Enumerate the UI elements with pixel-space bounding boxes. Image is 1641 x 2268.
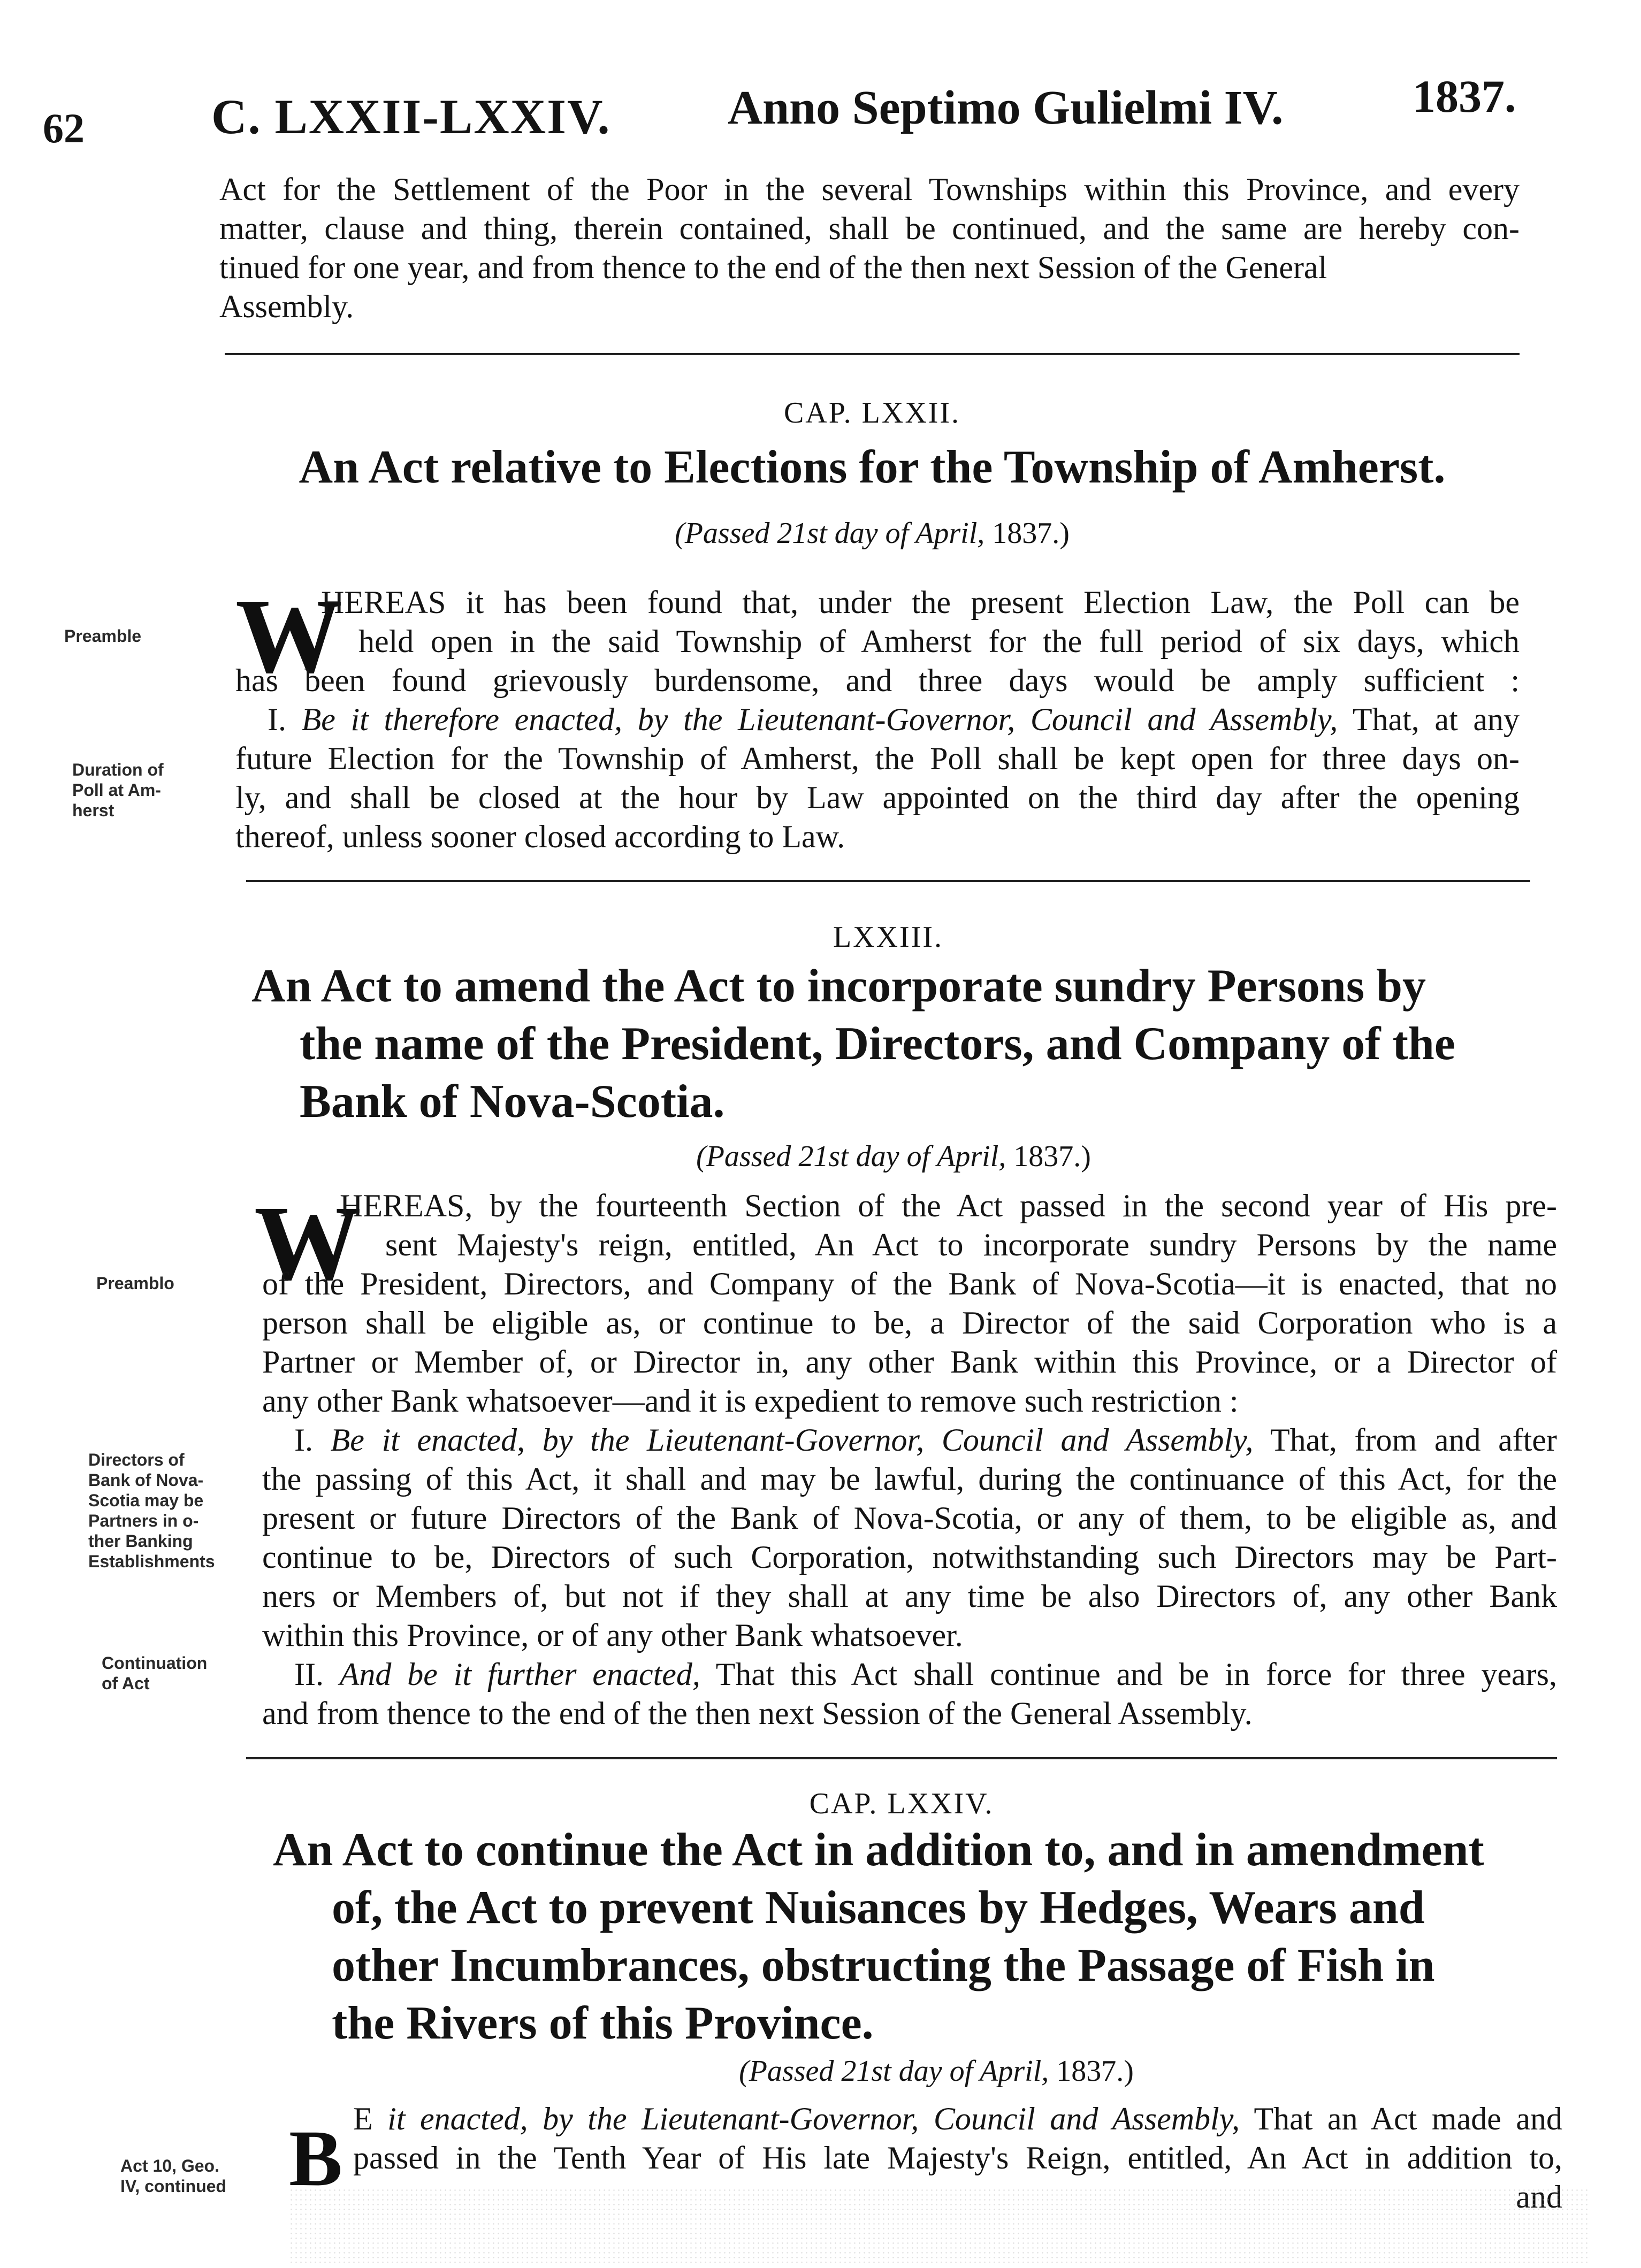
passed-year: 1837.) — [992, 517, 1070, 550]
text-line: within this Province, or of any other Bank whatsoever. — [262, 1618, 963, 1653]
drop-cap: W — [235, 577, 342, 695]
margin-note-duration — [72, 760, 164, 821]
text-line: has been found grievously burdensome, and three days would be amply sufficient : — [235, 663, 1520, 698]
margin-note-preamble: Preamblo — [96, 1274, 174, 1293]
margin-note-line: Establishments — [88, 1552, 215, 1571]
cap-73-title — [251, 957, 1546, 1131]
cap-73-label: LXXIII. — [833, 921, 944, 954]
text-line: HEREAS, by the fourteenth Section of the Act passed in the second year of His pre- — [340, 1188, 1557, 1223]
enacting-formula: And be it further enacted, — [339, 1657, 700, 1692]
clause-text: That this Act shall continue and be in force for three years, — [700, 1657, 1557, 1692]
cap-72-preamble — [235, 577, 1520, 856]
text-line: present or future Directors of the Bank of Nova-Scotia, or any of them, to be eligible as, and — [262, 1500, 1557, 1536]
margin-note-continuation — [102, 1653, 207, 1694]
title-line: An Act to continue the Act in addition to, and in amendment — [273, 1824, 1484, 1876]
clause-text: That, from and after — [1253, 1422, 1557, 1458]
passed-year: 1837.) — [1013, 1140, 1091, 1173]
text-line: and from thence to the end of the then next Session of the General Assembly. — [262, 1696, 1253, 1731]
text-line: HEREAS it has been found that, under the present Election Law, the Poll can be — [321, 585, 1520, 620]
initial-letter: E — [353, 2101, 373, 2136]
margin-note-line: ther Banking — [88, 1531, 193, 1551]
enacting-formula: it enacted, by the Lieutenant-Governor, Council and Assembly, — [372, 2101, 1240, 2136]
page-number: 62 — [43, 105, 85, 151]
title-line: of, the Act to prevent Nuisances by Hedges, Wears and — [332, 1882, 1425, 1934]
text-line: thereof, unless sooner closed according to Law. — [235, 819, 845, 854]
margin-note-line: Continuation — [102, 1653, 208, 1673]
enacting-formula: Be it therefore enacted, by the Lieutenant-Governor, Council and Assembly, — [301, 702, 1338, 737]
cap-72-label: CAP. LXXII. — [783, 396, 961, 430]
cap-74-title — [273, 1821, 1589, 2052]
section-divider — [246, 880, 1530, 882]
margin-note-line: Act 10, Geo. — [120, 2156, 219, 2175]
title-line: An Act to amend the Act to incorporate sundry Persons by — [251, 960, 1426, 1012]
section-divider — [246, 1757, 1557, 1759]
section-number: I. — [268, 702, 302, 737]
drop-cap: W — [254, 1184, 361, 1302]
cap-74-passed-date — [589, 2054, 1284, 2088]
text-line: matter, clause and thing, therein contained, shall be continued, and the same are hereby con- — [219, 211, 1520, 246]
margin-note-line: herst — [72, 801, 115, 820]
enacting-clause — [262, 1655, 1557, 1694]
margin-note-line: IV, continued — [120, 2177, 226, 2196]
drop-cap: B — [289, 2114, 343, 2203]
margin-note-line: Bank of Nova- — [88, 1470, 204, 1490]
passed-prefix: (Passed 21st day of April, — [675, 517, 985, 550]
margin-note-directors — [88, 1450, 215, 1572]
passed-prefix: (Passed 21st day of April, — [739, 2055, 1049, 2088]
section-divider — [225, 353, 1520, 355]
margin-note-line: Duration of — [72, 760, 164, 779]
margin-note-act-continued — [120, 2156, 226, 2196]
catchword: and — [1516, 2179, 1562, 2215]
text-line: Act for the Settlement of the Poor in the several Townships within this Province, and every — [219, 172, 1520, 207]
section-number: I. — [294, 1422, 331, 1458]
cap-74-label: CAP. LXXIV. — [809, 1787, 994, 1820]
enacting-clause — [262, 1421, 1557, 1460]
clause-text: That an Act made and — [1240, 2101, 1562, 2136]
cap-73-preamble — [262, 1186, 1557, 1733]
regnal-year: Anno Septimo Gulielmi IV. — [728, 81, 1284, 134]
text-line: person shall be eligible as, or continue to be, a Director of the said Corporation who is a — [262, 1305, 1557, 1340]
calendar-year: 1837. — [1413, 71, 1516, 122]
text-line: of the President, Directors, and Company of the Bank of Nova-Scotia—it is enacted, that no — [262, 1266, 1557, 1301]
title-line: other Incumbrances, obstructing the Passage of Fish in — [332, 1940, 1435, 1991]
enacting-clause — [235, 700, 1520, 739]
passed-year: 1837.) — [1056, 2055, 1134, 2088]
margin-note-line: of Act — [102, 1674, 150, 1693]
text-line: held open in the said Township of Amherst for the full period of six days, which — [358, 624, 1520, 659]
margin-note-preamble: Preamble — [64, 626, 142, 646]
text-line: future Election for the Township of Amherst, the Poll shall be kept open for three days on- — [235, 741, 1520, 776]
text-line: the passing of this Act, it shall and may be lawful, during the continuance of this Act, for the — [262, 1461, 1557, 1497]
title-line: the name of the President, Directors, and Company of the — [300, 1018, 1455, 1070]
margin-note-line: Poll at Am- — [72, 780, 161, 800]
clause-text: That, at any — [1338, 702, 1520, 737]
text-line: any other Bank whatsoever—and it is expedient to remove such restriction : — [262, 1383, 1239, 1419]
text-line: passed in the Tenth Year of His late Majesty's Reign, entitled, An Act in addition to, — [353, 2140, 1562, 2175]
enacting-clause — [353, 2100, 1562, 2139]
cap-73-passed-date — [246, 1139, 1541, 1174]
text-line: continue to be, Directors of such Corporation, notwithstanding such Directors may be Part- — [262, 1539, 1557, 1575]
margin-note-line: Directors of — [88, 1450, 185, 1469]
text-line: ly, and shall be closed at the hour by Law appointed on the third day after the opening — [235, 780, 1520, 815]
passed-prefix: (Passed 21st day of April, — [696, 1140, 1006, 1173]
cap-72-title: An Act relative to Elections for the Township of Amherst. — [299, 441, 1446, 493]
text-line: Partner or Member of, or Director in, any other Bank within this Province, or a Director of — [262, 1344, 1557, 1380]
cap-72-passed-date — [225, 516, 1520, 550]
text-line: ners or Members of, but not if they shall at any time be also Directors of, any other Bank — [262, 1579, 1557, 1614]
text-line: tinued for one year, and from thence to the end of the then next Session of the General — [219, 250, 1327, 285]
chapter-range: C. LXXII-LXXIV. — [211, 89, 611, 144]
title-line: the Rivers of this Province. — [332, 1997, 874, 2049]
margin-note-line: Scotia may be — [88, 1491, 204, 1510]
section-number: II. — [294, 1657, 340, 1692]
title-line: Bank of Nova-Scotia. — [300, 1076, 725, 1128]
continued-paragraph — [219, 170, 1520, 326]
text-line: Assembly. — [219, 289, 354, 324]
enacting-formula: Be it enacted, by the Lieutenant-Governor, Council and Assembly, — [330, 1422, 1254, 1458]
text-line: sent Majesty's reign, entitled, An Act to incorporate sundry Persons by the name — [385, 1227, 1557, 1262]
scan-noise-texture — [289, 2188, 1589, 2263]
margin-note-line: Partners in o- — [88, 1511, 199, 1530]
